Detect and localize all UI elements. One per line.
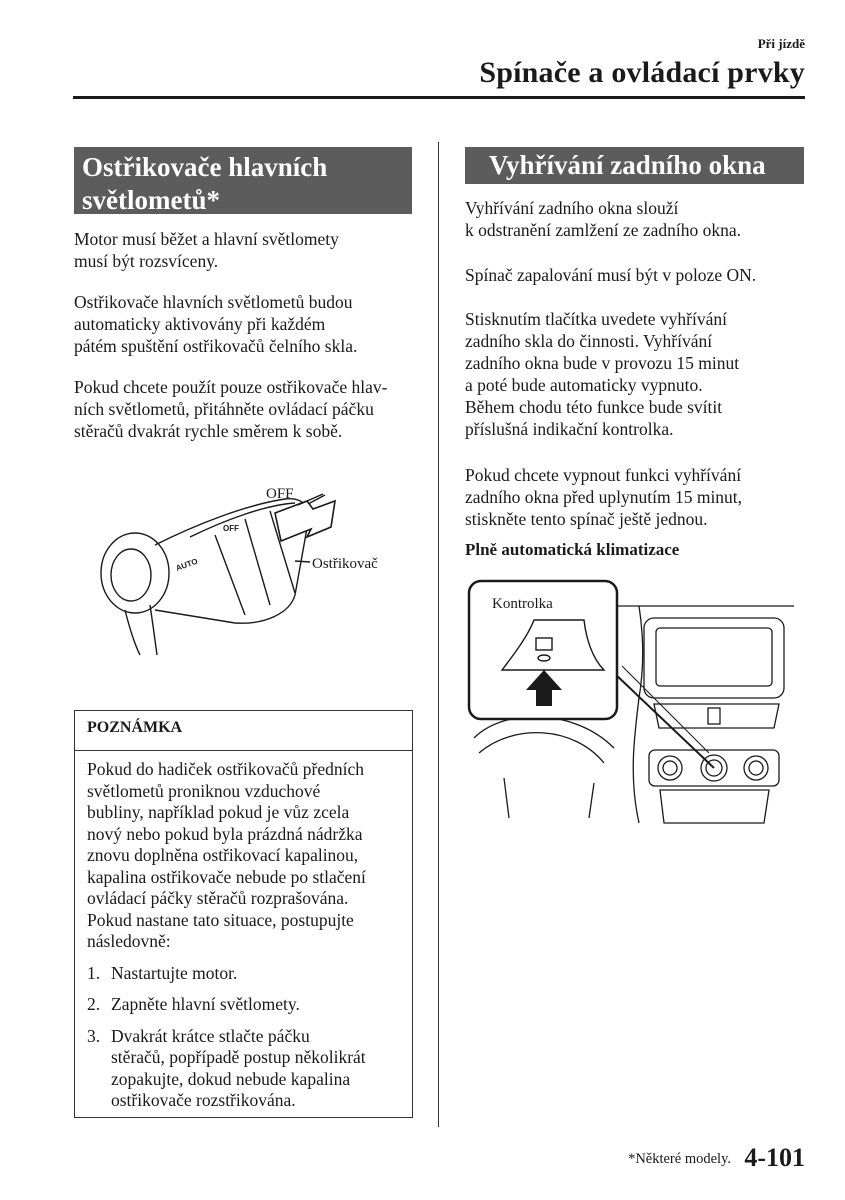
step-text: zopakujte, dokud nebude kapalina xyxy=(111,1068,351,1089)
lever-off-mark: OFF xyxy=(223,524,239,533)
step-text: ostřikovače rozstřikována. xyxy=(111,1090,296,1110)
text-line: Pokud chcete použít pouze ostřikovače hlav- xyxy=(74,377,388,397)
step-text: stěračů, popřípadě postup několikrát xyxy=(111,1047,366,1067)
paragraph-manual-use xyxy=(74,376,424,442)
step-text: Zapněte hlavní světlomety. xyxy=(111,994,300,1014)
text-line: zadního okna před uplynutím 15 minut, xyxy=(465,487,743,507)
note-line: nový nebo pokud byla prázdná nádržka xyxy=(87,823,363,844)
text-line: zadního okna bude v provozu 15 minut xyxy=(465,353,740,373)
text-line: ních světlometů, přitáhněte ovládací páčku xyxy=(74,399,374,419)
text-line: pátém spuštění ostřikovačů čelního skla. xyxy=(74,336,358,356)
headlamp-washer-heading xyxy=(74,147,412,214)
note-line: znovu doplněna ostřikovací kapalinou, xyxy=(87,845,359,865)
column-divider xyxy=(438,142,439,1127)
text-line: Motor musí běžet a hlavní světlomety xyxy=(74,229,339,249)
text-line: k odstranění zamlžení ze zadního okna. xyxy=(465,220,742,240)
note-steps xyxy=(87,963,400,1112)
text-line: Spínač zapalování musí být v poloze ON. xyxy=(465,265,757,285)
heading-line-1: Ostřikovače hlavních xyxy=(82,152,328,182)
section-label: Při jízdě xyxy=(757,36,805,51)
paragraph-turn-off xyxy=(465,464,810,530)
note-step xyxy=(87,1026,400,1112)
step-number: 1. xyxy=(87,962,101,983)
paragraph-auto-activation xyxy=(74,291,424,357)
page-number: 4-101 xyxy=(744,1143,805,1172)
note-title: POZNÁMKA xyxy=(75,711,412,751)
text-line: Pokud chcete vypnout funkci vyhřívání xyxy=(465,465,742,485)
step-text: Dvakrát krátce stlačte páčku xyxy=(111,1025,310,1046)
note-line: Pokud do hadiček ostřikovačů předních xyxy=(87,759,365,779)
note-line: následovně: xyxy=(87,931,171,951)
label-off: OFF xyxy=(266,486,294,502)
text-line: a poté bude automaticky vypnuto. xyxy=(465,375,703,395)
header-rule xyxy=(73,96,805,99)
text-line: zadního skla do činnosti. Vyhřívání xyxy=(465,331,713,351)
paragraph-engine-running xyxy=(74,228,424,272)
note-line: ovládací páčky stěračů rozprašována. xyxy=(87,888,349,908)
paragraph-defroster-purpose xyxy=(465,197,810,241)
label-indicator: Kontrolka xyxy=(492,596,553,612)
rear-defroster-heading: Vyhřívání zadního okna xyxy=(465,147,804,184)
lever-auto-mark: AUTO xyxy=(174,556,199,573)
note-line: kapalina ostřikovače nebude po stlačení xyxy=(87,866,366,887)
text-line: Během chodu této funkce bude svítit xyxy=(465,397,723,417)
note-box xyxy=(74,710,413,1118)
step-text: Nastartujte motor. xyxy=(111,962,238,983)
note-line: bubliny, například pokud je vůz zcela xyxy=(87,802,350,822)
note-step xyxy=(87,963,400,985)
label-washer: Ostřikovač xyxy=(312,556,378,572)
note-body xyxy=(75,751,412,1130)
text-line: příslušná indikační kontrolka. xyxy=(465,419,674,439)
heading-line-2: světlometů* xyxy=(82,185,220,215)
note-step xyxy=(87,994,400,1016)
text-line: automaticky aktivovány při každém xyxy=(74,314,326,334)
climate-subheading: Plně automatická klimatizace xyxy=(465,540,680,559)
paragraph-operation xyxy=(465,308,810,440)
text-line: Ostřikovače hlavních světlometů budou xyxy=(74,292,353,312)
note-line: světlometů proniknou vzduchové xyxy=(87,780,321,801)
note-line: Pokud nastane tato situace, postupujte xyxy=(87,909,354,930)
page-title: Spínače a ovládací prvky xyxy=(479,56,805,89)
footnote: *Některé modely. xyxy=(628,1151,731,1167)
text-line: stěračů dvakrát rychle směrem k sobě. xyxy=(74,421,343,441)
climate-panel-illustration xyxy=(464,578,808,828)
step-number: 2. xyxy=(87,994,101,1014)
text-line: Vyhřívání zadního okna slouží xyxy=(465,198,679,218)
text-line: Stisknutím tlačítka uvedete vyhřívání xyxy=(465,309,727,329)
step-number: 3. xyxy=(87,1025,101,1046)
paragraph-ignition-on xyxy=(465,264,810,286)
text-line: stiskněte tento spínač ještě jednou. xyxy=(465,509,708,529)
text-line: musí být rozsvíceny. xyxy=(74,251,219,271)
